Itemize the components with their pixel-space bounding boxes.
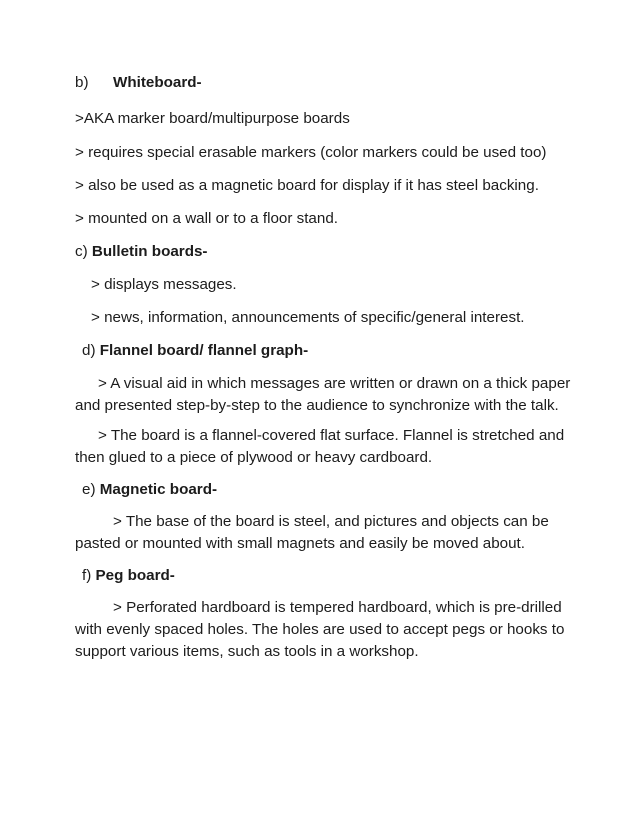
section-f-para1-line-1: > Perforated hardboard is tempered hardboard, which is pre-drilled [113, 599, 562, 616]
section-e-heading [82, 481, 217, 499]
section-c-point-2: > news, information, announcements of specific/general interest. [91, 309, 525, 326]
section-b-point-3: > also be used as a magnetic board for display if it has steel backing. [75, 177, 539, 194]
section-d-para1-line-2: and presented step-by-step to the audience to synchronize with the talk. [75, 397, 559, 414]
section-e-para1-line-2: pasted or mounted with small magnets and easily be moved about. [75, 535, 525, 552]
section-d-para1-line-1: > A visual aid in which messages are written or drawn on a thick paper [98, 375, 571, 392]
section-c-title: Bulletin boards- [91, 243, 208, 260]
section-e-marker: e) [82, 481, 96, 498]
section-b-marker: b) [75, 74, 89, 91]
section-f-para1-line-3: support various items, such as tools in a workshop. [75, 643, 419, 660]
section-f-title: Peg board- [95, 567, 175, 584]
section-b-point-2: > requires special erasable markers (color markers could be used too) [75, 144, 547, 161]
section-f-marker: f) [82, 567, 92, 584]
section-d-title: Flannel board/ flannel graph- [99, 342, 309, 359]
section-b-point-4: > mounted on a wall or to a floor stand. [75, 210, 338, 227]
section-d-para2-line-2: then glued to a piece of plywood or heavy cardboard. [75, 449, 433, 466]
section-d-marker: d) [82, 342, 96, 359]
section-c-marker: c) [75, 243, 88, 260]
section-e-title: Magnetic board- [99, 481, 218, 498]
section-f-para1-line-2: with evenly spaced holes. The holes are used to accept pegs or hooks to [75, 621, 565, 638]
section-b-heading [75, 74, 202, 92]
section-e-para1-line-1: > The base of the board is steel, and pictures and objects can be [113, 513, 549, 530]
section-b-point-1: >AKA marker board/multipurpose boards [75, 110, 350, 127]
section-c-heading [75, 243, 208, 261]
section-f-heading [82, 567, 175, 585]
section-c-point-1: > displays messages. [91, 276, 237, 293]
section-b-title: Whiteboard- [113, 74, 202, 91]
section-d-heading [82, 342, 308, 360]
section-d-para2-line-1: > The board is a flannel-covered flat surface. Flannel is stretched and [98, 427, 565, 444]
